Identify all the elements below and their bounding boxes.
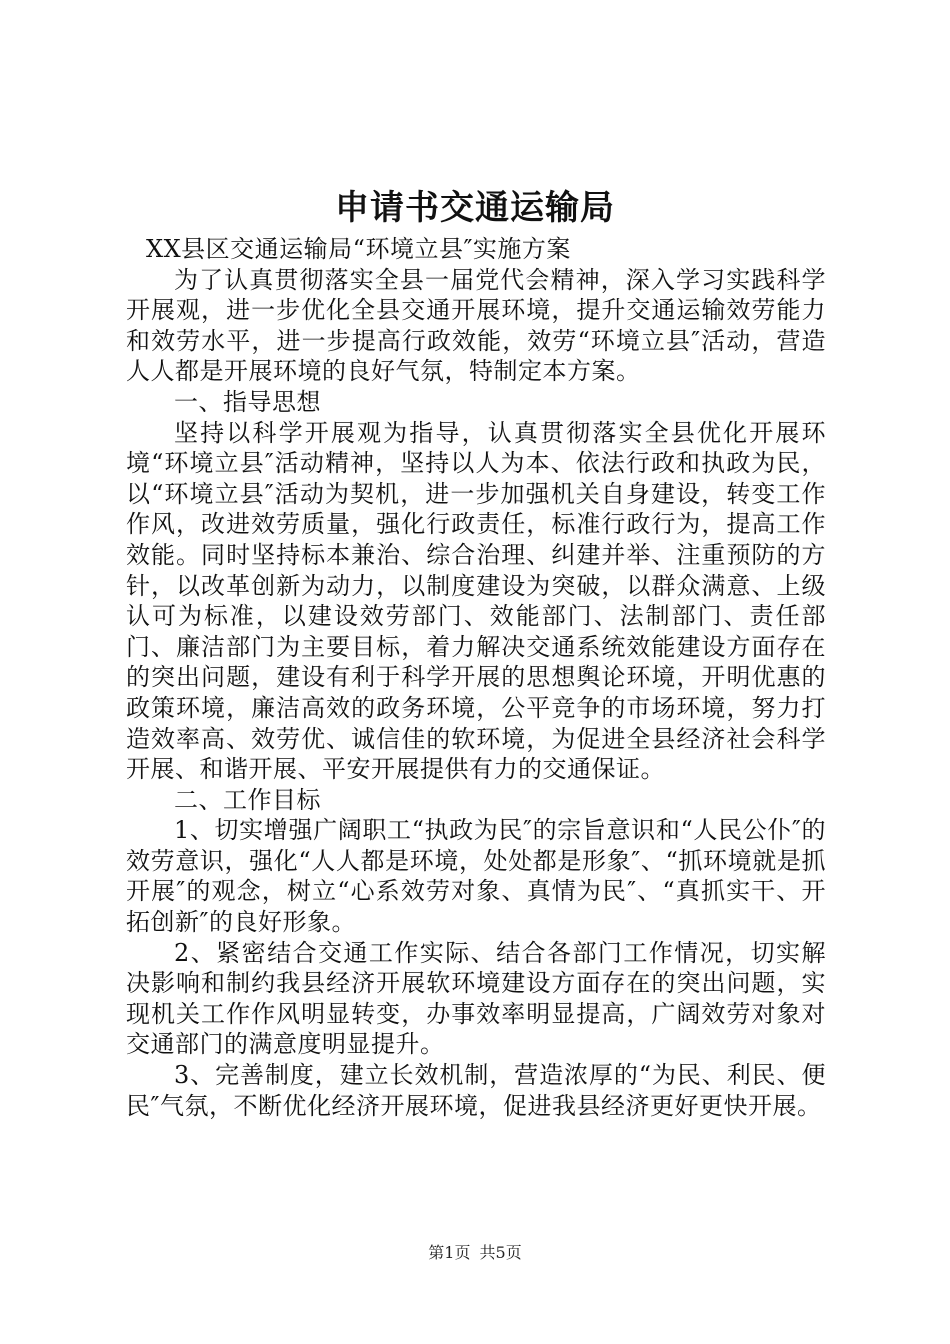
page-number: 第1页 <box>428 1243 471 1262</box>
document-title: 申请书交通运输局 <box>335 188 615 228</box>
document-subtitle: XX县区交通运输局“环境立县″实施方案 <box>146 235 571 263</box>
document-body <box>126 234 826 1121</box>
intro-paragraph: 为了认真贯彻落实全县一届党代会精神，深入学习实践科学开展观，进一步优化全县交通开展环境，提升交通运输效劳能力和效劳水平，进一步提高行政效能，效劳“环境立县″活动，营造人人都是开展环境的良好气氛，特制定本方案。 <box>126 265 826 386</box>
page-footer <box>0 1242 950 1264</box>
section-heading-work-goals: 二、工作目标 <box>174 785 321 814</box>
work-goal-item-1: 1、切实增强广阔职工“执政为民″的宗旨意识和“人民公仆″的效劳意识，强化“人人都是环境，处处都是形象″、“抓环境就是抓开展″的观念，树立“心系效劳对象、真情为民″、“真抓实干、开拓创新″的良好形象。 <box>126 816 826 937</box>
work-goal-item-3: 3、完善制度，建立长效机制，营造浓厚的“为民、利民、便民″气氛，不断优化经济开展环境，促进我县经济更好更快开展。 <box>126 1061 826 1120</box>
page-total: 共5页 <box>479 1243 522 1262</box>
guiding-thought-paragraph: 坚持以科学开展观为指导，认真贯彻落实全县优化开展环境“环境立县″活动精神，坚持以人为本、依法行政和执政为民，以“环境立县″活动为契机，进一步加强机关自身建设，转变工作作风，改进效劳质量，强化行政责任，标准行政行为，提高工作效能。同时坚持标本兼治、综合治理、纠建并举、注重预防的方针，以改革创新为动力，以制度建设为突破，以群众满意、上级认可为标准，以建设效劳部门、效能部门、法制部门、责任部门、廉洁部门为主要目标，着力解决交通系统效能建设方面存在的突出问题，建设有利于科学开展的思想舆论环境，开明优惠的政策环境，廉洁高效的政务环境，公平竞争的市场环境，努力打造效率高、效劳优、诚信佳的软环境，为促进全县经济社会科学开展、和谐开展、平安开展提供有力的交通保证。 <box>126 418 826 784</box>
section-heading-guiding-thought: 一、指导思想 <box>174 387 321 416</box>
work-goal-item-2: 2、紧密结合交通工作实际、结合各部门工作情况，切实解决影响和制约我县经济开展软环境建设方面存在的突出问题，实现机关工作作风明显转变，办事效率明显提高，广阔效劳对象对交通部门的满意度明显提升。 <box>126 938 826 1059</box>
